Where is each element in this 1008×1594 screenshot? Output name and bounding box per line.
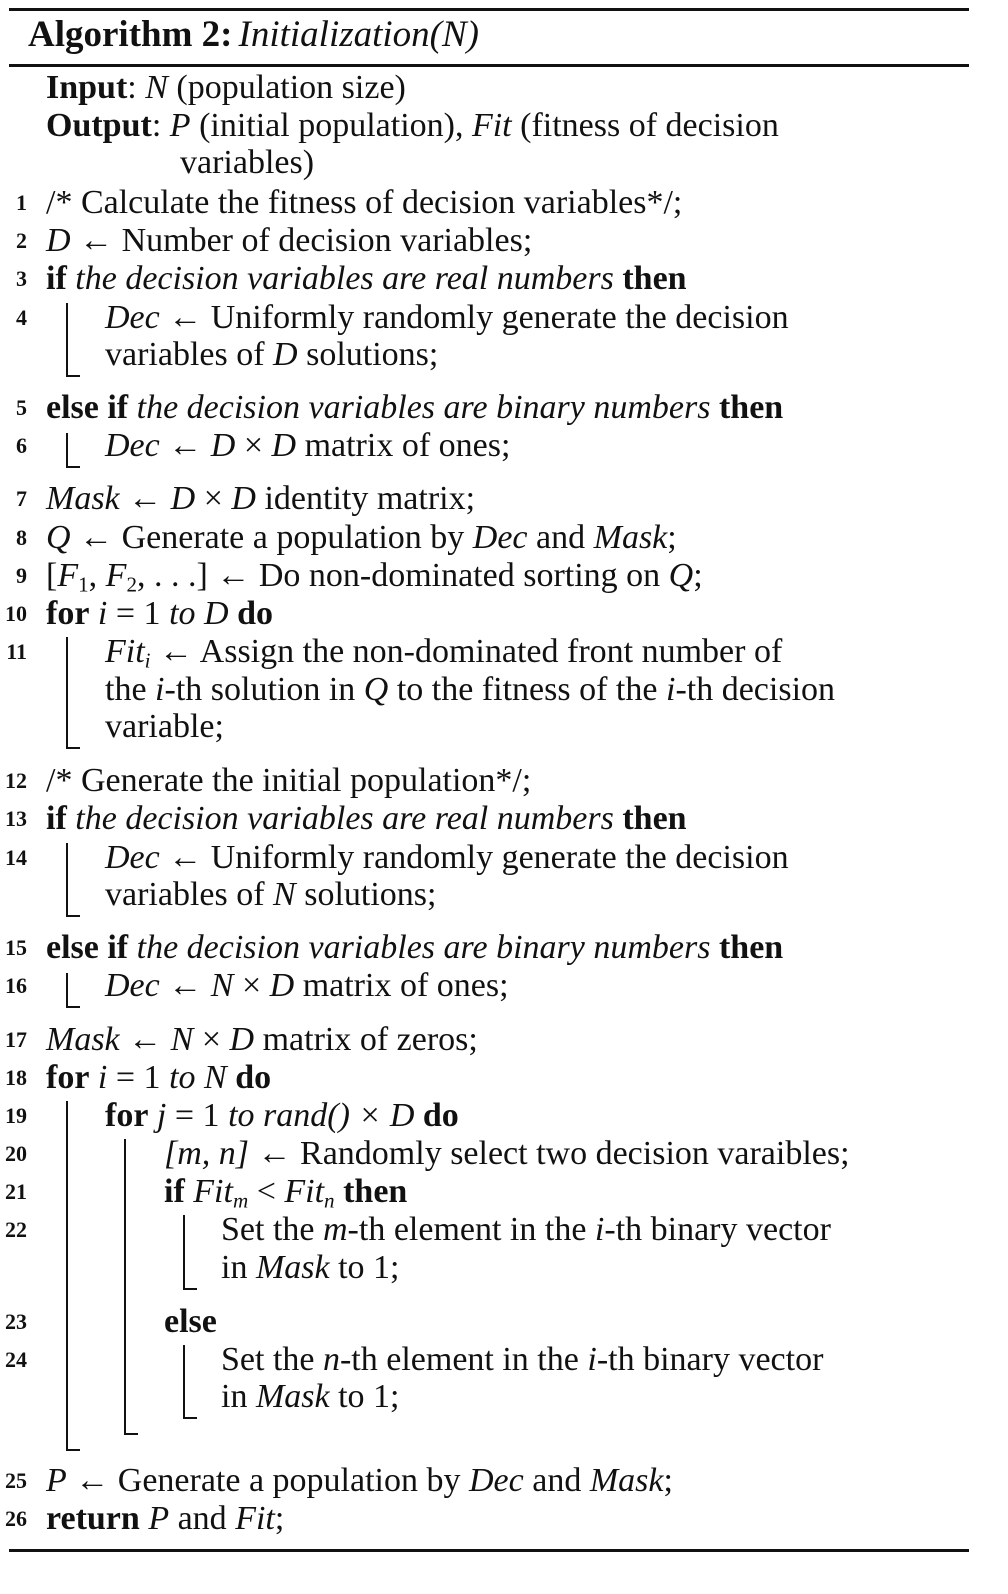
algorithm-name: Initialization(N) <box>238 14 479 55</box>
block-bracket-foot <box>124 1433 138 1435</box>
block-bracket-line-4 <box>66 303 68 377</box>
line-number: 14 <box>5 845 27 870</box>
line-number: 4 <box>16 305 27 330</box>
line-number: 9 <box>16 563 27 588</box>
line-number: 1 <box>16 190 27 215</box>
line-number: 24 <box>5 1347 27 1372</box>
bottom-rule <box>9 1549 969 1552</box>
line-number: 19 <box>5 1103 27 1128</box>
block-bracket-foot <box>66 466 80 468</box>
top-rule <box>9 8 969 11</box>
block-bracket-then <box>183 1215 185 1290</box>
block-bracket-foot <box>66 915 80 917</box>
line-number: 12 <box>5 768 27 793</box>
line-number: 10 <box>5 601 27 626</box>
block-bracket-line-14 <box>66 843 68 917</box>
title-rule <box>9 64 969 67</box>
line-number: 5 <box>16 395 27 420</box>
line-number: 22 <box>5 1217 27 1242</box>
line-number: 6 <box>16 433 27 458</box>
block-bracket-else <box>183 1345 185 1419</box>
block-bracket-outer-for <box>66 1101 68 1451</box>
line-number: 11 <box>6 639 27 664</box>
line-number: 8 <box>16 525 27 550</box>
line-number: 17 <box>5 1027 27 1052</box>
line-number: 21 <box>5 1179 27 1204</box>
block-bracket-line-6 <box>66 433 68 468</box>
line-number: 2 <box>16 228 27 253</box>
block-bracket-line-16 <box>66 973 68 1008</box>
block-bracket-foot <box>183 1417 197 1419</box>
line-number: 26 <box>5 1506 27 1531</box>
line-number: 23 <box>5 1309 27 1334</box>
block-bracket-foot <box>66 747 80 749</box>
line-number: 18 <box>5 1065 27 1090</box>
block-bracket-foot <box>66 1006 80 1008</box>
block-bracket-inner-for <box>124 1139 126 1435</box>
line-number: 13 <box>5 806 27 831</box>
line-number: 20 <box>5 1141 27 1166</box>
block-bracket-line-11 <box>66 637 68 749</box>
line-number: 16 <box>5 973 27 998</box>
line-number: 25 <box>5 1468 27 1493</box>
block-bracket-foot <box>66 375 80 377</box>
block-bracket-foot <box>183 1288 197 1290</box>
line-number: 3 <box>16 266 27 291</box>
line-number: 7 <box>16 486 27 511</box>
line-number: 15 <box>5 935 27 960</box>
algorithm-label: Algorithm 2: <box>28 14 233 55</box>
algorithm-title <box>28 12 479 58</box>
block-bracket-foot <box>66 1449 80 1451</box>
